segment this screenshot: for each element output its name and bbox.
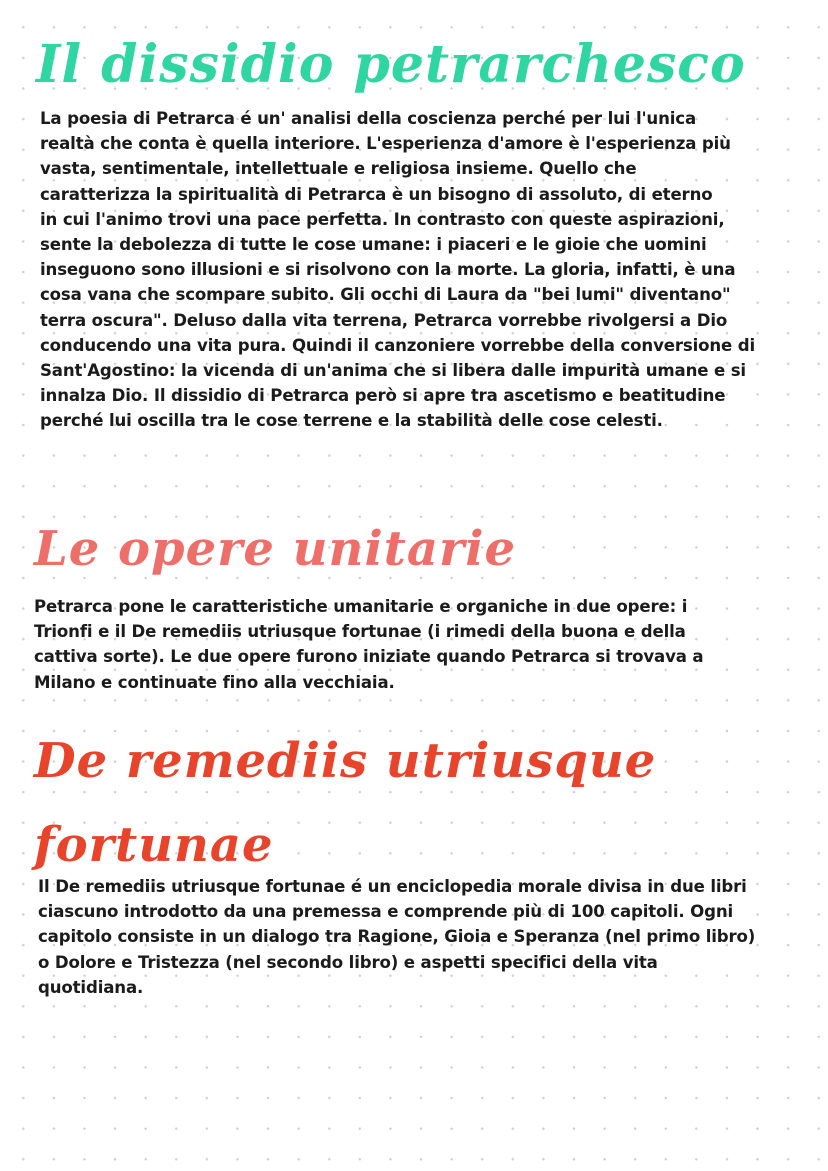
heading-de-remediis-line-2: fortunae xyxy=(34,817,274,873)
text-line: sente la debolezza di tutte le cose umane: i piaceri e le gioie che uomini xyxy=(40,235,707,255)
text-line: Petrarca pone le caratteristiche umanitarie e organiche in due opere: i xyxy=(34,597,688,616)
text-line: inseguono sono illusioni e si risolvono con la morte. La gloria, infatti, è una xyxy=(40,260,736,280)
text-line: Il De remediis utriusque fortunae é un enciclopedia morale divisa in due libri xyxy=(38,877,747,896)
text-line: cosa vana che scompare subito. Gli occhi di Laura da "bei lumi" diventano" xyxy=(40,285,731,305)
text-line: quotidiana. xyxy=(38,977,144,997)
text-line: o Dolore e Tristezza (nel secondo libro) e aspetti specifici della vita xyxy=(38,952,658,972)
text-line: vasta, sentimentale, intellettuale e religiosa insieme. Quello che xyxy=(40,159,637,179)
paragraph-de-remediis xyxy=(38,874,755,1000)
text-line: Sant'Agostino: la vicenda di un'anima che si libera dalle impurità umane e si xyxy=(40,361,746,381)
text-line: La poesia di Petrarca é un' analisi della coscienza perché per lui l'unica xyxy=(40,109,697,128)
text-line: Trionfi e il De remediis utriusque fortunae (i rimedi della buona e della xyxy=(34,622,686,642)
text-line: caratterizza la spiritualità di Petrarca è un bisogno di assoluto, di eterno xyxy=(40,184,713,204)
text-line: realtà che conta è quella interiore. L'esperienza d'amore è l'esperienza più xyxy=(40,134,731,154)
text-line: Milano e continuate fino alla vecchiaia. xyxy=(34,672,395,692)
text-line: in cui l'animo trovi una pace perfetta. In contrasto con queste aspirazioni, xyxy=(40,209,725,229)
text-line: capitolo consiste in un dialogo tra Ragione, Gioia e Speranza (nel primo libro) xyxy=(38,927,756,947)
heading-il-dissidio-petrarchesco: Il dissidio petrarchesco xyxy=(36,34,746,95)
text-line: cattiva sorte). Le due opere furono iniziate quando Petrarca si trovava a xyxy=(34,647,704,667)
text-line: innalza Dio. Il dissidio di Petrarca però si apre tra ascetismo e beatitudine xyxy=(40,386,726,406)
text-line: conducendo una vita pura. Quindi il canzoniere vorrebbe della conversione di xyxy=(40,335,756,355)
heading-de-remediis-line-1: De remediis utriusque xyxy=(34,733,657,789)
text-line: perché lui oscilla tra le cose terrene e la stabilità delle cose celesti. xyxy=(40,411,663,431)
heading-le-opere-unitarie: Le opere unitarie xyxy=(34,521,517,577)
paragraph-dissidio xyxy=(40,106,755,434)
text-line: ciascuno introdotto da una premessa e comprende più di 100 capitoli. Ogni xyxy=(38,902,734,922)
text-line: terra oscura". Deluso dalla vita terrena, Petrarca vorrebbe rivolgersi a Dio xyxy=(40,310,728,330)
paragraph-opere-unitarie xyxy=(34,594,703,695)
